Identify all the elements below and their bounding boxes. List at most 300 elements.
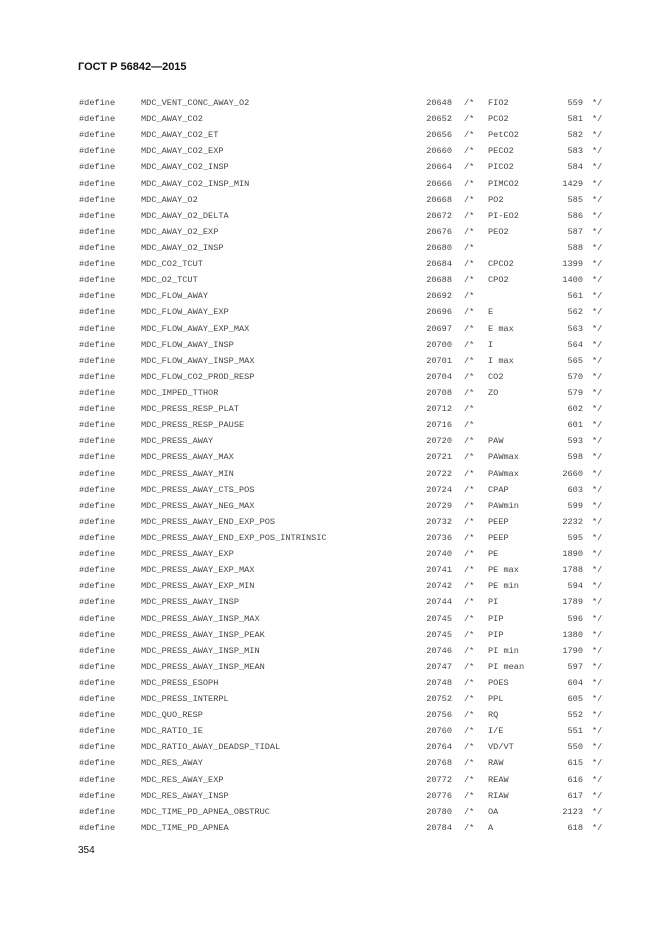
reference-number: 2660 bbox=[562, 468, 583, 479]
macro-name: MDC_AWAY_CO2_EXP bbox=[141, 146, 224, 157]
reference-number: 605 bbox=[567, 694, 583, 705]
abbreviation: PI mean bbox=[488, 661, 525, 672]
comment-open: /* bbox=[464, 259, 475, 270]
macro-code: 20692 bbox=[426, 291, 452, 302]
macro-name: MDC_PRESS_AWAY_EXP bbox=[141, 549, 234, 560]
macro-code: 20680 bbox=[426, 242, 452, 253]
abbreviation: CPO2 bbox=[488, 275, 509, 286]
reference-number: 2232 bbox=[562, 516, 583, 527]
comment-open: /* bbox=[464, 194, 475, 205]
define-row bbox=[0, 449, 661, 465]
comment-open: /* bbox=[464, 758, 475, 769]
comment-close: */ bbox=[592, 549, 603, 560]
comment-open: /* bbox=[464, 404, 475, 415]
comment-close: */ bbox=[592, 178, 603, 189]
define-keyword: #define bbox=[79, 98, 116, 108]
define-row bbox=[0, 224, 661, 240]
define-keyword: #define bbox=[79, 532, 116, 543]
macro-code: 20732 bbox=[426, 516, 452, 527]
define-keyword: #define bbox=[79, 742, 116, 753]
define-row bbox=[0, 562, 661, 578]
reference-number: 593 bbox=[567, 436, 583, 447]
page-number: 354 bbox=[78, 845, 95, 856]
reference-number: 1790 bbox=[562, 645, 583, 656]
reference-number: 1400 bbox=[562, 275, 583, 286]
define-keyword: #define bbox=[79, 661, 116, 672]
macro-code: 20756 bbox=[426, 710, 452, 721]
define-keyword: #define bbox=[79, 114, 116, 125]
macro-code: 20748 bbox=[426, 677, 452, 688]
define-keyword: #define bbox=[79, 226, 116, 237]
comment-close: */ bbox=[592, 146, 603, 157]
abbreviation: OA bbox=[488, 806, 499, 817]
reference-number: 596 bbox=[567, 613, 583, 624]
reference-number: 561 bbox=[567, 291, 583, 302]
comment-close: */ bbox=[592, 581, 603, 592]
abbreviation: PI min bbox=[488, 645, 519, 656]
reference-number: 2123 bbox=[562, 806, 583, 817]
macro-code: 20721 bbox=[426, 452, 452, 463]
comment-open: /* bbox=[464, 436, 475, 447]
comment-open: /* bbox=[464, 726, 475, 737]
comment-close: */ bbox=[592, 613, 603, 624]
define-row bbox=[0, 385, 661, 401]
abbreviation: I max bbox=[488, 355, 514, 366]
comment-open: /* bbox=[464, 226, 475, 237]
macro-code: 20768 bbox=[426, 758, 452, 769]
comment-close: */ bbox=[592, 323, 603, 334]
define-keyword: #define bbox=[79, 806, 116, 817]
abbreviation: PPL bbox=[488, 694, 504, 705]
comment-open: /* bbox=[464, 355, 475, 366]
comment-open: /* bbox=[464, 742, 475, 753]
define-keyword: #define bbox=[79, 210, 116, 221]
comment-close: */ bbox=[592, 677, 603, 688]
comment-open: /* bbox=[464, 629, 475, 640]
abbreviation: ZO bbox=[488, 387, 499, 398]
abbreviation: POES bbox=[488, 677, 509, 688]
comment-close: */ bbox=[592, 694, 603, 705]
abbreviation: PI bbox=[488, 597, 499, 608]
abbreviation: E max bbox=[488, 323, 514, 334]
comment-open: /* bbox=[464, 339, 475, 350]
reference-number: 582 bbox=[567, 130, 583, 141]
macro-code: 20724 bbox=[426, 484, 452, 495]
define-keyword: #define bbox=[79, 565, 116, 576]
comment-open: /* bbox=[464, 275, 475, 286]
macro-code: 20648 bbox=[426, 98, 452, 108]
comment-close: */ bbox=[592, 242, 603, 253]
comment-open: /* bbox=[464, 581, 475, 592]
abbreviation: PI-EO2 bbox=[488, 210, 519, 221]
reference-number: 601 bbox=[567, 420, 583, 431]
reference-number: 1788 bbox=[562, 565, 583, 576]
comment-close: */ bbox=[592, 339, 603, 350]
define-keyword: #define bbox=[79, 371, 116, 382]
macro-code: 20676 bbox=[426, 226, 452, 237]
macro-name: MDC_PRESS_AWAY_END_EXP_POS_INTRINSIC bbox=[141, 532, 327, 543]
abbreviation: A bbox=[488, 822, 494, 833]
macro-name: MDC_AWAY_CO2_ET bbox=[141, 130, 219, 141]
reference-number: 1890 bbox=[562, 549, 583, 560]
comment-open: /* bbox=[464, 677, 475, 688]
macro-code: 20688 bbox=[426, 275, 452, 286]
comment-close: */ bbox=[592, 194, 603, 205]
comment-open: /* bbox=[464, 661, 475, 672]
macro-code: 20660 bbox=[426, 146, 452, 157]
define-keyword: #define bbox=[79, 130, 116, 141]
comment-open: /* bbox=[464, 387, 475, 398]
comment-close: */ bbox=[592, 597, 603, 608]
comment-open: /* bbox=[464, 710, 475, 721]
abbreviation: I bbox=[488, 339, 494, 350]
comment-close: */ bbox=[592, 452, 603, 463]
comment-close: */ bbox=[592, 774, 603, 785]
comment-close: */ bbox=[592, 291, 603, 302]
reference-number: 551 bbox=[567, 726, 583, 737]
document-header: ГОСТ Р 56842—2015 bbox=[78, 61, 187, 73]
macro-name: MDC_RES_AWAY_INSP bbox=[141, 790, 229, 801]
reference-number: 1380 bbox=[562, 629, 583, 640]
comment-open: /* bbox=[464, 645, 475, 656]
reference-number: 604 bbox=[567, 677, 583, 688]
macro-code: 20760 bbox=[426, 726, 452, 737]
define-keyword: #define bbox=[79, 710, 116, 721]
macro-code: 20746 bbox=[426, 645, 452, 656]
define-row bbox=[0, 482, 661, 498]
define-row bbox=[0, 643, 661, 659]
define-row bbox=[0, 208, 661, 224]
comment-open: /* bbox=[464, 146, 475, 157]
macro-name: MDC_PRESS_AWAY_INSP bbox=[141, 597, 239, 608]
macro-name: MDC_AWAY_CO2 bbox=[141, 114, 203, 125]
macro-code: 20716 bbox=[426, 420, 452, 431]
macro-code: 20741 bbox=[426, 565, 452, 576]
reference-number: 603 bbox=[567, 484, 583, 495]
macro-name: MDC_FLOW_CO2_PROD_RESP bbox=[141, 371, 255, 382]
comment-close: */ bbox=[592, 710, 603, 721]
define-keyword: #define bbox=[79, 387, 116, 398]
comment-close: */ bbox=[592, 726, 603, 737]
macro-name: MDC_AWAY_O2_INSP bbox=[141, 242, 224, 253]
define-keyword: #define bbox=[79, 597, 116, 608]
define-row bbox=[0, 256, 661, 272]
define-keyword: #define bbox=[79, 484, 116, 495]
macro-name: MDC_FLOW_AWAY_EXP bbox=[141, 307, 229, 318]
define-keyword: #define bbox=[79, 516, 116, 527]
reference-number: 585 bbox=[567, 194, 583, 205]
macro-code: 20668 bbox=[426, 194, 452, 205]
define-row bbox=[0, 691, 661, 707]
macro-name: MDC_PRESS_INTERPL bbox=[141, 694, 229, 705]
comment-close: */ bbox=[592, 98, 603, 108]
comment-close: */ bbox=[592, 742, 603, 753]
define-row bbox=[0, 321, 661, 337]
comment-close: */ bbox=[592, 806, 603, 817]
comment-open: /* bbox=[464, 694, 475, 705]
macro-name: MDC_AWAY_CO2_INSP_MIN bbox=[141, 178, 250, 189]
reference-number: 594 bbox=[567, 581, 583, 592]
comment-open: /* bbox=[464, 549, 475, 560]
macro-name: MDC_PRESS_AWAY bbox=[141, 436, 214, 447]
abbreviation: I/E bbox=[488, 726, 504, 737]
macro-name: MDC_RES_AWAY bbox=[141, 758, 203, 769]
define-keyword: #define bbox=[79, 822, 116, 833]
macro-name: MDC_FLOW_AWAY_INSP_MAX bbox=[141, 355, 255, 366]
define-keyword: #define bbox=[79, 307, 116, 318]
reference-number: 586 bbox=[567, 210, 583, 221]
abbreviation: PAWmax bbox=[488, 468, 519, 479]
define-row bbox=[0, 498, 661, 514]
comment-open: /* bbox=[464, 114, 475, 125]
comment-close: */ bbox=[592, 307, 603, 318]
abbreviation: PO2 bbox=[488, 194, 504, 205]
macro-name: MDC_O2_TCUT bbox=[141, 275, 198, 286]
define-row bbox=[0, 546, 661, 562]
macro-code: 20740 bbox=[426, 549, 452, 560]
reference-number: 598 bbox=[567, 452, 583, 463]
define-row bbox=[0, 755, 661, 771]
macro-code: 20744 bbox=[426, 597, 452, 608]
comment-open: /* bbox=[464, 371, 475, 382]
define-row bbox=[0, 675, 661, 691]
reference-number: 617 bbox=[567, 790, 583, 801]
macro-name: MDC_PRESS_RESP_PLAT bbox=[141, 404, 239, 415]
abbreviation: E bbox=[488, 307, 494, 318]
comment-open: /* bbox=[464, 532, 475, 543]
define-row bbox=[0, 433, 661, 449]
abbreviation: PIMCO2 bbox=[488, 178, 519, 189]
macro-name: MDC_PRESS_AWAY_MIN bbox=[141, 468, 234, 479]
reference-number: 595 bbox=[567, 532, 583, 543]
comment-close: */ bbox=[592, 114, 603, 125]
macro-name: MDC_AWAY_O2_EXP bbox=[141, 226, 219, 237]
comment-open: /* bbox=[464, 516, 475, 527]
comment-open: /* bbox=[464, 452, 475, 463]
define-row bbox=[0, 707, 661, 723]
reference-number: 564 bbox=[567, 339, 583, 350]
comment-close: */ bbox=[592, 436, 603, 447]
macro-name: MDC_PRESS_AWAY_INSP_MEAN bbox=[141, 661, 265, 672]
macro-name: MDC_TIME_PD_APNEA bbox=[141, 822, 229, 833]
macro-name: MDC_FLOW_AWAY_EXP_MAX bbox=[141, 323, 250, 334]
abbreviation: VD/VT bbox=[488, 742, 514, 753]
abbreviation: CPCO2 bbox=[488, 259, 514, 270]
comment-close: */ bbox=[592, 210, 603, 221]
abbreviation: PE min bbox=[488, 581, 519, 592]
comment-close: */ bbox=[592, 468, 603, 479]
abbreviation: PAW bbox=[488, 436, 504, 447]
reference-number: 565 bbox=[567, 355, 583, 366]
comment-close: */ bbox=[592, 420, 603, 431]
macro-name: MDC_PRESS_RESP_PAUSE bbox=[141, 420, 245, 431]
define-keyword: #define bbox=[79, 146, 116, 157]
macro-code: 20656 bbox=[426, 130, 452, 141]
macro-code: 20784 bbox=[426, 822, 452, 833]
define-keyword: #define bbox=[79, 726, 116, 737]
macro-code: 20701 bbox=[426, 355, 452, 366]
abbreviation: PAWmin bbox=[488, 500, 519, 511]
comment-close: */ bbox=[592, 387, 603, 398]
reference-number: 599 bbox=[567, 500, 583, 511]
abbreviation: PEEP bbox=[488, 516, 509, 527]
define-row bbox=[0, 304, 661, 320]
macro-name: MDC_RATIO_AWAY_DEADSP_TIDAL bbox=[141, 742, 281, 753]
define-keyword: #define bbox=[79, 420, 116, 431]
abbreviation: CPAP bbox=[488, 484, 509, 495]
comment-open: /* bbox=[464, 484, 475, 495]
comment-close: */ bbox=[592, 532, 603, 543]
macro-name: MDC_PRESS_AWAY_NEG_MAX bbox=[141, 500, 255, 511]
macro-name: MDC_AWAY_O2_DELTA bbox=[141, 210, 229, 221]
macro-code: 20772 bbox=[426, 774, 452, 785]
define-keyword: #define bbox=[79, 468, 116, 479]
comment-open: /* bbox=[464, 468, 475, 479]
reference-number: 587 bbox=[567, 226, 583, 237]
comment-open: /* bbox=[464, 98, 475, 108]
reference-number: 570 bbox=[567, 371, 583, 382]
comment-open: /* bbox=[464, 774, 475, 785]
reference-number: 615 bbox=[567, 758, 583, 769]
abbreviation: FIO2 bbox=[488, 98, 509, 108]
macro-name: MDC_RES_AWAY_EXP bbox=[141, 774, 224, 785]
define-listing bbox=[0, 95, 661, 836]
macro-name: MDC_AWAY_O2 bbox=[141, 194, 198, 205]
define-keyword: #define bbox=[79, 162, 116, 173]
macro-code: 20704 bbox=[426, 371, 452, 382]
macro-name: MDC_PRESS_AWAY_EXP_MIN bbox=[141, 581, 255, 592]
macro-code: 20764 bbox=[426, 742, 452, 753]
macro-name: MDC_QUO_RESP bbox=[141, 710, 203, 721]
abbreviation: PCO2 bbox=[488, 114, 509, 125]
comment-close: */ bbox=[592, 404, 603, 415]
reference-number: 1429 bbox=[562, 178, 583, 189]
define-row bbox=[0, 723, 661, 739]
define-keyword: #define bbox=[79, 758, 116, 769]
define-row bbox=[0, 627, 661, 643]
define-row bbox=[0, 788, 661, 804]
define-keyword: #define bbox=[79, 404, 116, 415]
define-row bbox=[0, 95, 661, 111]
macro-code: 20708 bbox=[426, 387, 452, 398]
comment-close: */ bbox=[592, 629, 603, 640]
macro-code: 20697 bbox=[426, 323, 452, 334]
reference-number: 602 bbox=[567, 404, 583, 415]
define-row bbox=[0, 369, 661, 385]
comment-close: */ bbox=[592, 275, 603, 286]
macro-code: 20776 bbox=[426, 790, 452, 801]
define-keyword: #define bbox=[79, 259, 116, 270]
reference-number: 581 bbox=[567, 114, 583, 125]
comment-open: /* bbox=[464, 790, 475, 801]
define-row bbox=[0, 659, 661, 675]
comment-open: /* bbox=[464, 420, 475, 431]
define-keyword: #define bbox=[79, 452, 116, 463]
reference-number: 597 bbox=[567, 661, 583, 672]
macro-code: 20722 bbox=[426, 468, 452, 479]
comment-close: */ bbox=[592, 790, 603, 801]
define-keyword: #define bbox=[79, 339, 116, 350]
reference-number: 584 bbox=[567, 162, 583, 173]
macro-name: MDC_AWAY_CO2_INSP bbox=[141, 162, 229, 173]
comment-close: */ bbox=[592, 130, 603, 141]
define-row bbox=[0, 192, 661, 208]
comment-open: /* bbox=[464, 307, 475, 318]
define-keyword: #define bbox=[79, 677, 116, 688]
comment-open: /* bbox=[464, 323, 475, 334]
comment-open: /* bbox=[464, 822, 475, 833]
define-row bbox=[0, 337, 661, 353]
define-keyword: #define bbox=[79, 291, 116, 302]
comment-open: /* bbox=[464, 500, 475, 511]
abbreviation: PetCO2 bbox=[488, 130, 519, 141]
define-row bbox=[0, 127, 661, 143]
reference-number: 552 bbox=[567, 710, 583, 721]
define-keyword: #define bbox=[79, 613, 116, 624]
abbreviation: PECO2 bbox=[488, 146, 514, 157]
abbreviation: RAW bbox=[488, 758, 504, 769]
comment-open: /* bbox=[464, 613, 475, 624]
macro-name: MDC_PRESS_AWAY_CTS_POS bbox=[141, 484, 255, 495]
abbreviation: PEO2 bbox=[488, 226, 509, 237]
define-row bbox=[0, 820, 661, 836]
comment-open: /* bbox=[464, 178, 475, 189]
macro-code: 20780 bbox=[426, 806, 452, 817]
comment-open: /* bbox=[464, 597, 475, 608]
macro-name: MDC_PRESS_AWAY_MAX bbox=[141, 452, 234, 463]
define-keyword: #define bbox=[79, 629, 116, 640]
define-row bbox=[0, 240, 661, 256]
macro-name: MDC_PRESS_AWAY_INSP_MAX bbox=[141, 613, 260, 624]
macro-code: 20736 bbox=[426, 532, 452, 543]
define-row bbox=[0, 176, 661, 192]
macro-code: 20666 bbox=[426, 178, 452, 189]
comment-close: */ bbox=[592, 516, 603, 527]
reference-number: 550 bbox=[567, 742, 583, 753]
macro-name: MDC_FLOW_AWAY_INSP bbox=[141, 339, 234, 350]
macro-code: 20672 bbox=[426, 210, 452, 221]
macro-code: 20712 bbox=[426, 404, 452, 415]
define-row bbox=[0, 530, 661, 546]
define-keyword: #define bbox=[79, 194, 116, 205]
define-row bbox=[0, 288, 661, 304]
define-row bbox=[0, 611, 661, 627]
define-row bbox=[0, 353, 661, 369]
macro-code: 20729 bbox=[426, 500, 452, 511]
abbreviation: PIP bbox=[488, 613, 504, 624]
comment-close: */ bbox=[592, 645, 603, 656]
macro-code: 20700 bbox=[426, 339, 452, 350]
define-keyword: #define bbox=[79, 581, 116, 592]
macro-code: 20747 bbox=[426, 661, 452, 672]
comment-close: */ bbox=[592, 565, 603, 576]
define-row bbox=[0, 594, 661, 610]
macro-code: 20652 bbox=[426, 114, 452, 125]
define-keyword: #define bbox=[79, 645, 116, 656]
define-row bbox=[0, 143, 661, 159]
define-row bbox=[0, 578, 661, 594]
reference-number: 562 bbox=[567, 307, 583, 318]
reference-number: 1789 bbox=[562, 597, 583, 608]
comment-close: */ bbox=[592, 500, 603, 511]
comment-open: /* bbox=[464, 291, 475, 302]
define-keyword: #define bbox=[79, 694, 116, 705]
define-row bbox=[0, 417, 661, 433]
reference-number: 563 bbox=[567, 323, 583, 334]
abbreviation: PE bbox=[488, 549, 499, 560]
reference-number: 588 bbox=[567, 242, 583, 253]
macro-code: 20684 bbox=[426, 259, 452, 270]
